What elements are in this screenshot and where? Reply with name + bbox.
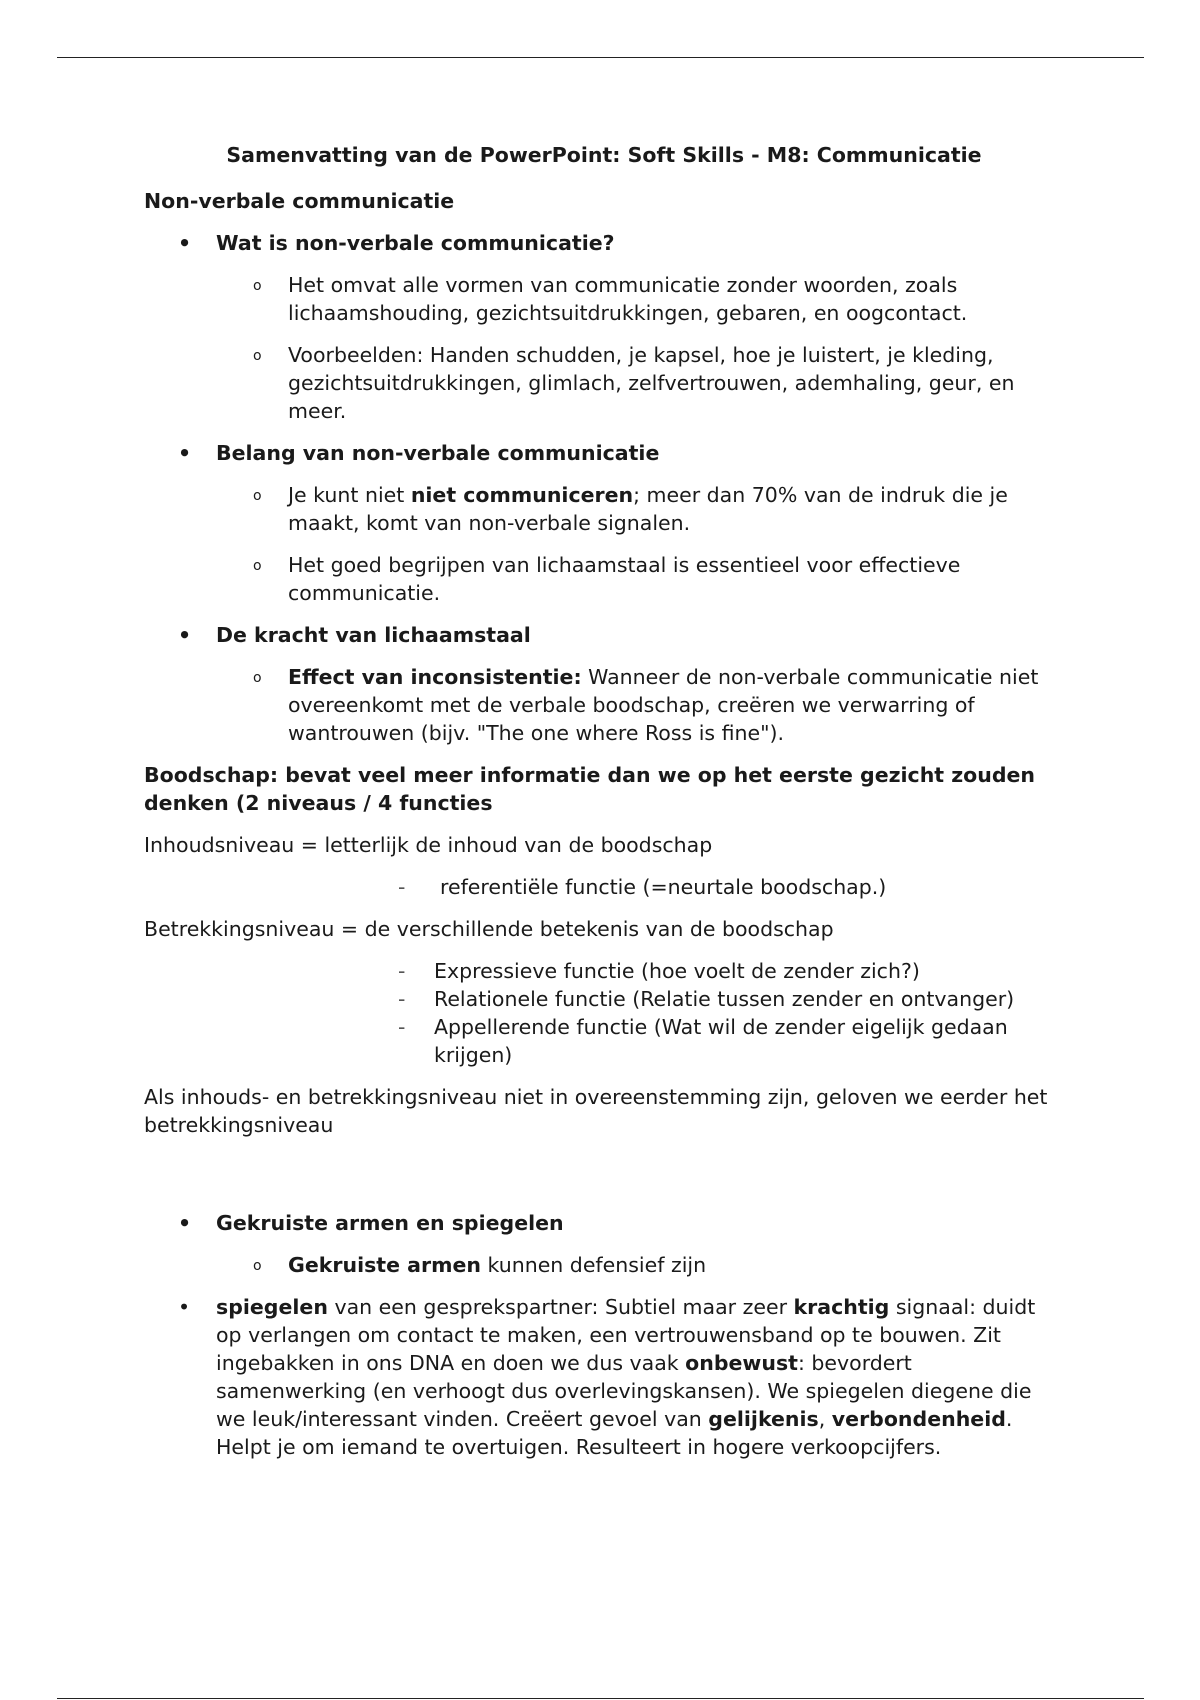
conclusion-text: Als inhouds- en betrekkingsniveau niet in overeenstemming zijn, geloven we eerder het betrekkingsniveau: [144, 1085, 1048, 1137]
sub-bullet-crossed-arms-defensive: o Gekruiste armen kunnen defensief zijn: [144, 1251, 1064, 1279]
bullet-power-body-language: • De kracht van lichaamstaal: [144, 621, 1064, 649]
header-rule: [57, 57, 1144, 58]
sub-bullet-inconsistency: o Effect van inconsistentie: Wanneer de non-verbale communicatie niet overeenkomt met de verbale boodschap, creëren we verwarring of wantrouwen (bijv. "The one where Ross is fine").: [144, 663, 1064, 747]
function-referential: - referentiële functie (=neurtale boodschap.): [144, 873, 1064, 901]
relation-level-text: Betrekkingsniveau = de verschillende betekenis van de boodschap: [144, 917, 834, 941]
bullet-importance: • Belang van non-verbale communicatie: [144, 439, 1064, 467]
function-expressive: - Expressieve functie (hoe voelt de zender zich?): [144, 957, 1064, 985]
function-relational: - Relationele functie (Relatie tussen zender en ontvanger): [144, 985, 1064, 1013]
sub-bullet-cannot-not-communicate: o Je kunt niet niet communiceren; meer dan 70% van de indruk die je maakt, komt van non-verbale signalen.: [144, 481, 1064, 537]
sub-bullet-definition: o Het omvat alle vormen van communicatie zonder woorden, zoals lichaamshouding, gezichtsuitdrukkingen, gebaren, en oogcontact.: [144, 271, 1064, 327]
sub-bullet-examples: o Voorbeelden: Handen schudden, je kapsel, hoe je luistert, je kleding, gezichtsuitdrukkingen, glimlach, zelfvertrouwen, ademhaling, geur, en meer.: [144, 341, 1064, 425]
relation-functions-list: [144, 957, 1064, 1069]
content-level-text: Inhoudsniveau = letterlijk de inhoud van de boodschap: [144, 833, 713, 857]
section-heading-nonverbal: Non-verbale communicatie: [144, 189, 455, 213]
spacer: [144, 1153, 1064, 1209]
document-page: [144, 141, 1064, 1475]
page-title: Samenvatting van de PowerPoint: Soft Skills - M8: Communicatie: [226, 143, 982, 167]
section-heading-message: Boodschap: bevat veel meer informatie dan we op het eerste gezicht zouden denken (2 niveaus / 4 functies: [144, 763, 1036, 815]
sub-bullet-body-language: o Het goed begrijpen van lichaamstaal is essentieel voor effectieve communicatie.: [144, 551, 1064, 607]
footer-rule: [57, 1698, 1144, 1699]
bullet-crossed-arms: • Gekruiste armen en spiegelen: [144, 1209, 1064, 1237]
bullet-what-is: • Wat is non-verbale communicatie?: [144, 229, 1064, 257]
function-appellative: - Appellerende functie (Wat wil de zender eigelijk gedaan krijgen): [144, 1013, 1064, 1069]
bullet-mirroring: • spiegelen van een gesprekspartner: Subtiel maar zeer krachtig signaal: duidt op verlangen om contact te maken, een vertrouwensband op te bouwen. Zit ingebakken in ons DNA en doen we dus vaak onbewust: bevordert samenwerking (en verhoogt dus overlevingskansen). We spiegelen diegene die we leuk/interessant vinden. Creëert gevoel van gelijkenis, verbondenheid. Helpt je om iemand te overtuigen. Resulteert in hogere verkoopcijfers.: [144, 1293, 1064, 1461]
